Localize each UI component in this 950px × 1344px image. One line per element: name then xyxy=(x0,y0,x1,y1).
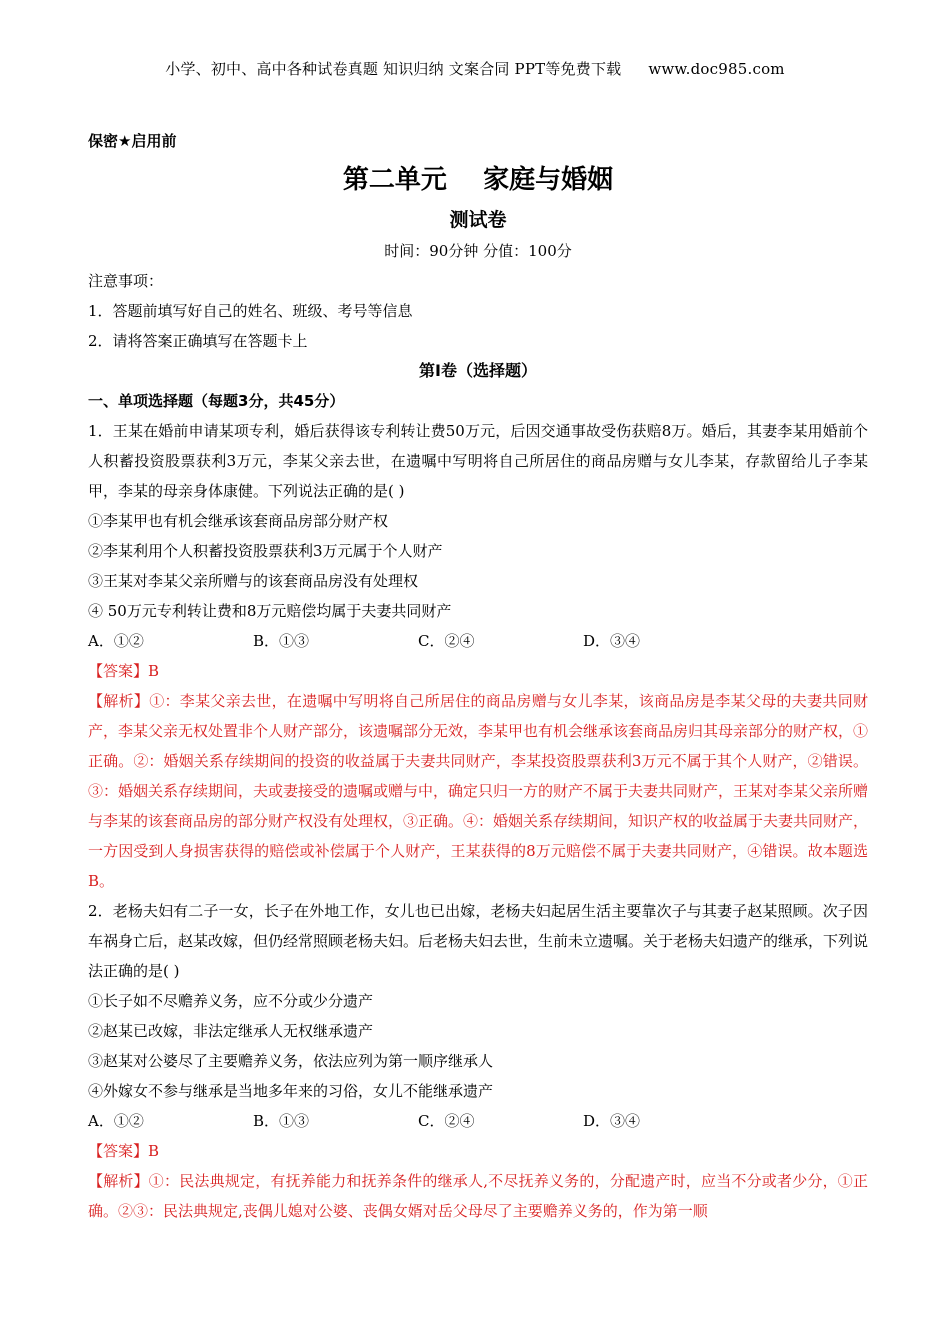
confidential-label: 保密★启用前 xyxy=(88,132,177,150)
answer-options xyxy=(88,1106,868,1136)
notice-item: 2．请将答案正确填写在答题卡上 xyxy=(88,332,308,350)
section-title: 第I卷（选择题） xyxy=(419,361,537,380)
statement-item: ①长子如不尽赡养义务，应不分或少分遗产 xyxy=(88,992,374,1010)
exam-meta: 时间：90分钟 分值：100分 xyxy=(384,242,572,260)
question-stem: 2．老杨夫妇有二子一女，长子在外地工作，女儿也已出嫁，老杨夫妇起居生活主要靠次子与其妻子赵某照顾。次子因车祸身亡后，赵某改嫁，但仍经常照顾老杨夫妇。后老杨夫妇去世，生前未立遗嘱。关于老杨夫妇遗产的继承，下列说法正确的是( ) xyxy=(88,902,869,980)
answer-label: 【答案】B xyxy=(88,662,160,680)
answer-label: 【答案】B xyxy=(88,1142,160,1160)
option-a: A．①② xyxy=(88,1112,144,1130)
statement-item: ②赵某已改嫁，非法定继承人无权继承遗产 xyxy=(88,1022,374,1040)
option-c: C．②④ xyxy=(418,1112,475,1130)
option-a: A．①② xyxy=(88,632,144,650)
option-b: B．①③ xyxy=(253,1112,310,1130)
statement-item: ②李某利用个人积蓄投资股票获利3万元属于个人财产 xyxy=(88,542,443,560)
page-header xyxy=(0,58,950,79)
option-d: D．③④ xyxy=(583,632,641,650)
document-body xyxy=(88,130,868,1226)
question-2 xyxy=(88,896,868,1226)
notice-heading: 注意事项： xyxy=(88,272,164,290)
explanation: 【解析】①：民法典规定，有抚养能力和抚养条件的继承人,不尽抚养义务的，分配遗产时，应当不分或者少分，①正确。②③：民法典规定,丧偶儿媳对公婆、丧偶女婿对岳父母尽了主要赡养义务的，作为第一顺 xyxy=(88,1172,868,1220)
answer-options xyxy=(88,626,868,656)
statement-item: ③赵某对公婆尽了主要赡养义务，依法应列为第一顺序继承人 xyxy=(88,1052,494,1070)
statement-item: ④ 50万元专利转让费和8万元赔偿均属于夫妻共同财产 xyxy=(88,602,452,620)
page-subtitle: 测试卷 xyxy=(449,209,507,231)
notice-item: 1．答题前填写好自己的姓名、班级、考号等信息 xyxy=(88,302,413,320)
statement-item: ③王某对李某父亲所赠与的该套商品房没有处理权 xyxy=(88,572,419,590)
header-url[interactable]: www.doc985.com xyxy=(648,60,785,78)
option-c: C．②④ xyxy=(418,632,475,650)
question-stem: 1．王某在婚前申请某项专利，婚后获得该专利转让费50万元，后因交通事故受伤获赔8万。婚后，其妻李某用婚前个人积蓄投资股票获利3万元，李某父亲去世，在遗嘱中写明将自己所居住的商品房赠与女儿李某，存款留给儿子李某甲，李某的母亲身体康健。下列说法正确的是( ) xyxy=(88,422,868,500)
option-b: B．①③ xyxy=(253,632,310,650)
part-title: 一、单项选择题（每题3分，共45分） xyxy=(88,392,345,410)
option-d: D．③④ xyxy=(583,1112,641,1130)
statement-item: ④外嫁女不参与继承是当地多年来的习俗，女儿不能继承遗产 xyxy=(88,1082,494,1100)
explanation: 【解析】①：李某父亲去世，在遗嘱中写明将自己所居住的商品房赠与女儿李某，该商品房是李某父母的夫妻共同财产，李某父亲无权处置非个人财产部分，该遗嘱部分无效，李某甲也有机会继承该套商品房归其母亲部分的财产权，①正确。②：婚姻关系存续期间的投资的收益属于夫妻共同财产，李某投资股票获利3万元不属于其个人财产，②错误。③：婚姻关系存续期间，夫或妻接受的遗嘱或赠与中，确定只归一方的财产不属于夫妻共同财产，王某对李某父亲所赠与李某的该套商品房的部分财产权没有处理权，③正确。④：婚姻关系存续期间，知识产权的收益属于夫妻共同财产，一方因受到人身损害获得的赔偿或补偿属于个人财产，王某获得的8万元赔偿不属于夫妻共同财产，④错误。故本题选B。 xyxy=(88,692,869,890)
question-1 xyxy=(88,416,868,896)
statement-item: ①李某甲也有机会继承该套商品房部分财产权 xyxy=(88,512,389,530)
page-title: 第二单元 家庭与婚姻 xyxy=(342,165,614,195)
header-text: 小学、初中、高中各种试卷真题 知识归纳 文案合同 PPT等免费下载 xyxy=(165,60,622,78)
